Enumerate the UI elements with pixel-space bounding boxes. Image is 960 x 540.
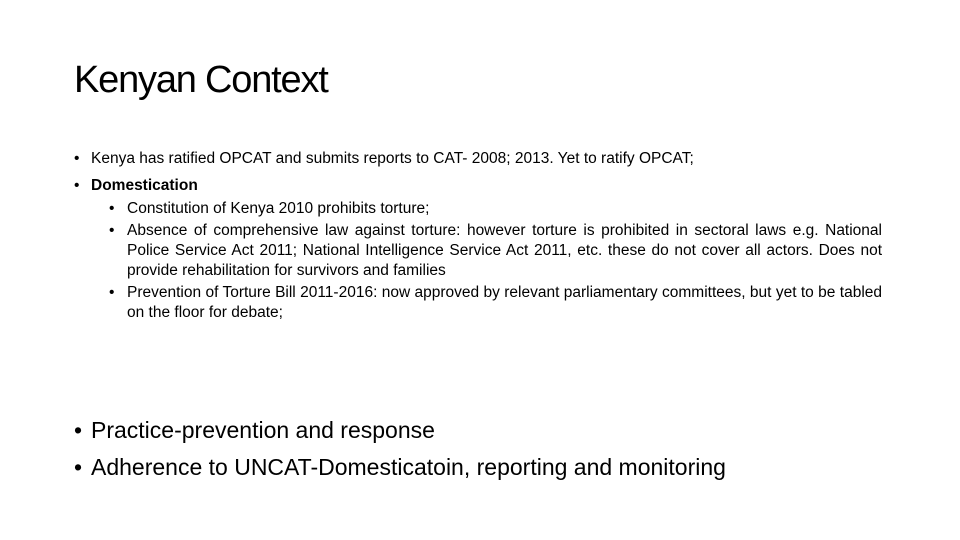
bullet-marker: • [74,177,80,194]
sub-bullet-item [74,199,882,219]
bullet-item [74,147,882,170]
bullet-marker: • [74,417,83,443]
bullet-text: Practice-prevention and response [91,417,435,443]
sub-bullet-text: Constitution of Kenya 2010 prohibits torture; [127,200,430,217]
sub-bullet-text: Absence of comprehensive law against torture: however torture is prohibited in sectoral laws e.g. National Police Service Act 2011; National Intelligence Service Act 2011, etc. these do not cover all actors. Does not provide rehabilitation for survivors and families [127,222,882,279]
bullet-text: Kenya has ratified OPCAT and submits reports to CAT- 2008; 2013. Yet to ratify OPCAT; [91,150,694,167]
bullet-marker: • [109,284,115,301]
bullet-marker: • [74,454,83,480]
bullet-list [74,147,882,323]
bullet-item [74,412,882,449]
sub-bullet-item [74,283,882,323]
bullet-marker: • [74,150,80,167]
lower-bullet-list [74,412,882,486]
bullet-item [74,174,882,197]
slide-title: Kenyan Context [74,59,328,101]
bullet-item [74,449,882,486]
bullet-marker: • [109,200,115,217]
bullet-marker: • [109,222,115,239]
bullet-heading-domestication: Domestication [91,177,198,194]
sub-bullet-text: Prevention of Torture Bill 2011-2016: now approved by relevant parliamentary committees, but yet to be tabled on the floor for debate; [127,284,882,321]
sub-bullet-item [74,221,882,281]
bullet-text: Adherence to UNCAT-Domesticatoin, reporting and monitoring [91,454,726,480]
